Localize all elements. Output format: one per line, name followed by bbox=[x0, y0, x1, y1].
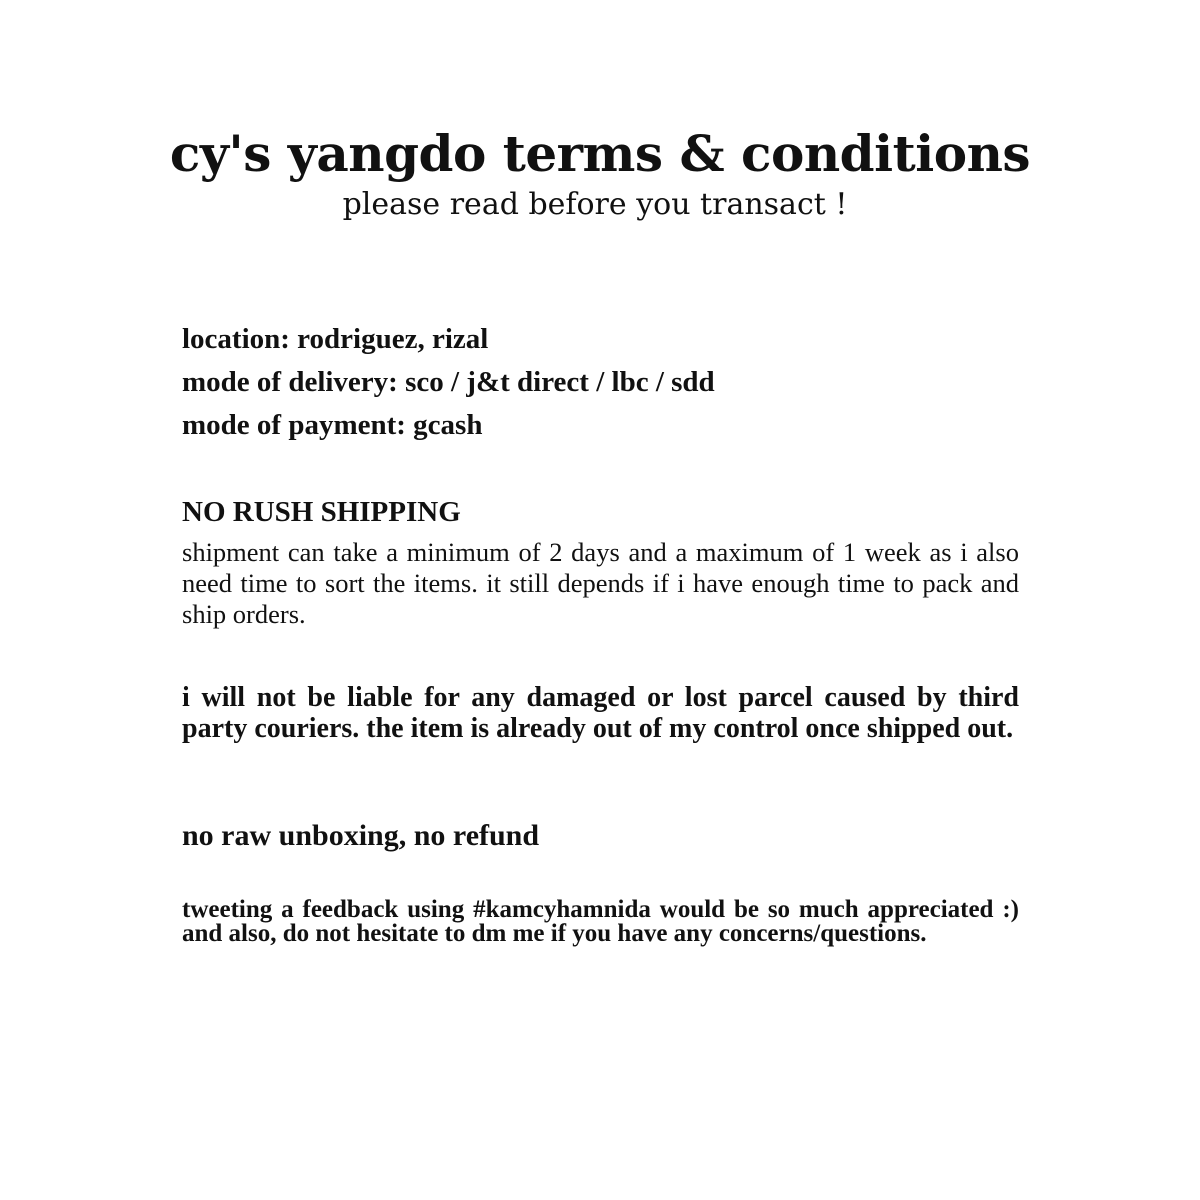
delivery-line: mode of delivery: sco / j&t direct / lbc / sdd bbox=[182, 366, 715, 398]
feedback-paragraph: tweeting a feedback using #kamcyhamnida would be so much appreciated :) and also, do not hesitate to dm me if you have any concerns/questions. bbox=[182, 896, 1019, 947]
shipping-paragraph: shipment can take a minimum of 2 days and a maximum of 1 week as i also need time to sort the items. it still depends if i have enough time to pack and ship orders. bbox=[182, 537, 1019, 629]
location-line: location: rodriguez, rizal bbox=[182, 323, 489, 355]
seller-info bbox=[182, 318, 1022, 447]
payment-line: mode of payment: gcash bbox=[182, 409, 483, 441]
refund-policy: no raw unboxing, no refund bbox=[182, 819, 540, 852]
liability-paragraph: i will not be liable for any damaged or lost parcel caused by third party couriers. the item is already out of my control once shipped out. bbox=[182, 682, 1019, 744]
page-title: cy's yangdo terms & conditions bbox=[169, 124, 1031, 183]
page-subtitle: please read before you transact ! bbox=[342, 187, 848, 222]
shipping-heading: NO RUSH SHIPPING bbox=[182, 496, 461, 528]
